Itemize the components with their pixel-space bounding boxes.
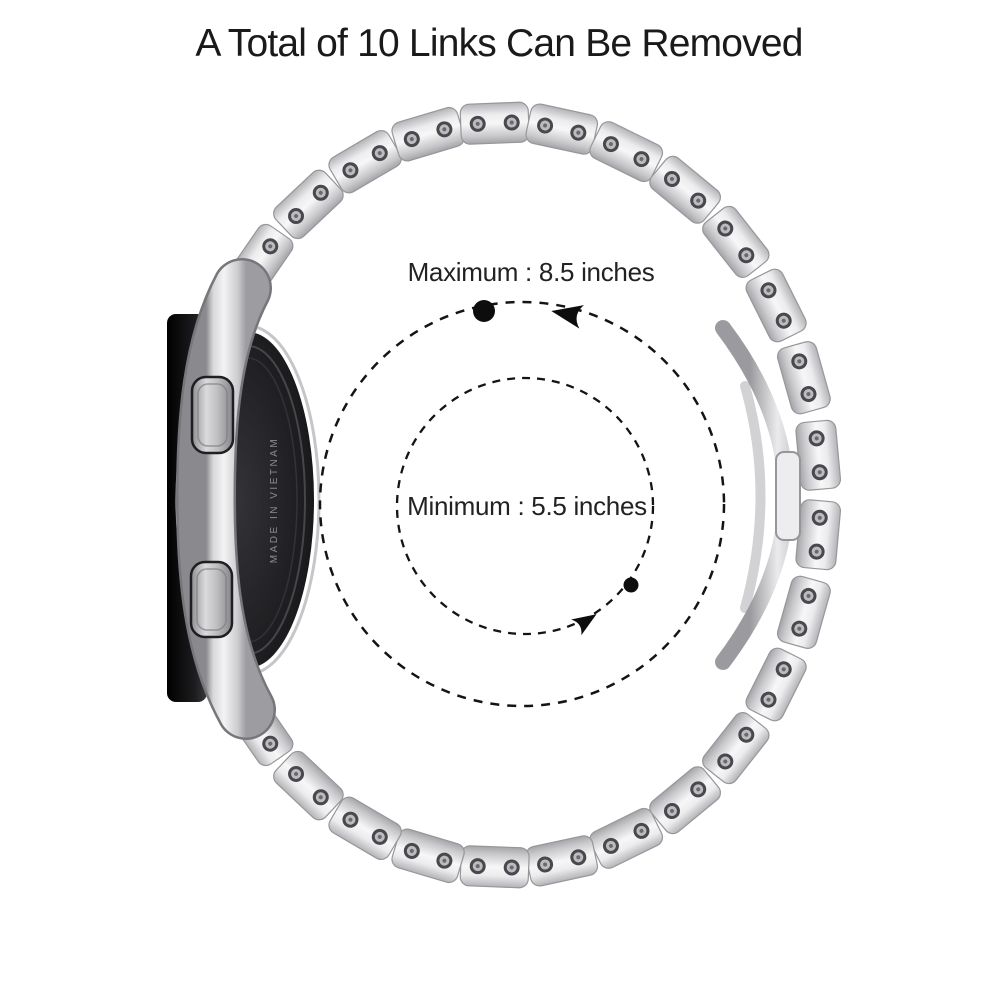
band-link bbox=[390, 827, 467, 885]
upper-button bbox=[192, 377, 233, 453]
band-link bbox=[699, 709, 772, 787]
link-plate bbox=[795, 499, 841, 570]
link-plate bbox=[699, 203, 772, 281]
link-plate bbox=[390, 827, 467, 885]
band-link bbox=[699, 203, 772, 281]
band-link bbox=[775, 340, 832, 416]
link-plate bbox=[743, 645, 809, 724]
band-link bbox=[743, 266, 809, 345]
minimum-label: Minimum : 5.5 inches bbox=[407, 491, 647, 521]
maximum-dot bbox=[473, 300, 495, 322]
band-link bbox=[743, 645, 809, 724]
band-link bbox=[524, 102, 599, 155]
clasp-release-button bbox=[776, 452, 800, 540]
caseback-engraving: MADE IN VIETNAM bbox=[269, 436, 280, 564]
band-link bbox=[460, 846, 529, 889]
link-plate bbox=[524, 102, 599, 155]
link-plate bbox=[743, 266, 809, 345]
link-plate bbox=[390, 105, 467, 163]
maximum-label: Maximum : 8.5 inches bbox=[407, 257, 655, 287]
lower-button bbox=[191, 562, 232, 637]
watch-side-view bbox=[167, 288, 319, 710]
band-link bbox=[460, 102, 529, 145]
link-plate bbox=[775, 574, 832, 650]
outer-arrow-icon bbox=[549, 299, 584, 328]
band-link bbox=[795, 499, 841, 570]
page-title: A Total of 10 Links Can Be Removed bbox=[195, 22, 803, 65]
link-plate bbox=[795, 420, 841, 491]
band-link bbox=[390, 105, 467, 163]
clasp-arm-inner bbox=[745, 386, 761, 608]
link-plate bbox=[775, 340, 832, 416]
band-link bbox=[524, 834, 599, 887]
link-plate bbox=[524, 834, 599, 887]
minimum-dot bbox=[624, 578, 639, 593]
band-link bbox=[775, 574, 832, 650]
link-plate bbox=[699, 709, 772, 787]
band-link bbox=[795, 420, 841, 491]
